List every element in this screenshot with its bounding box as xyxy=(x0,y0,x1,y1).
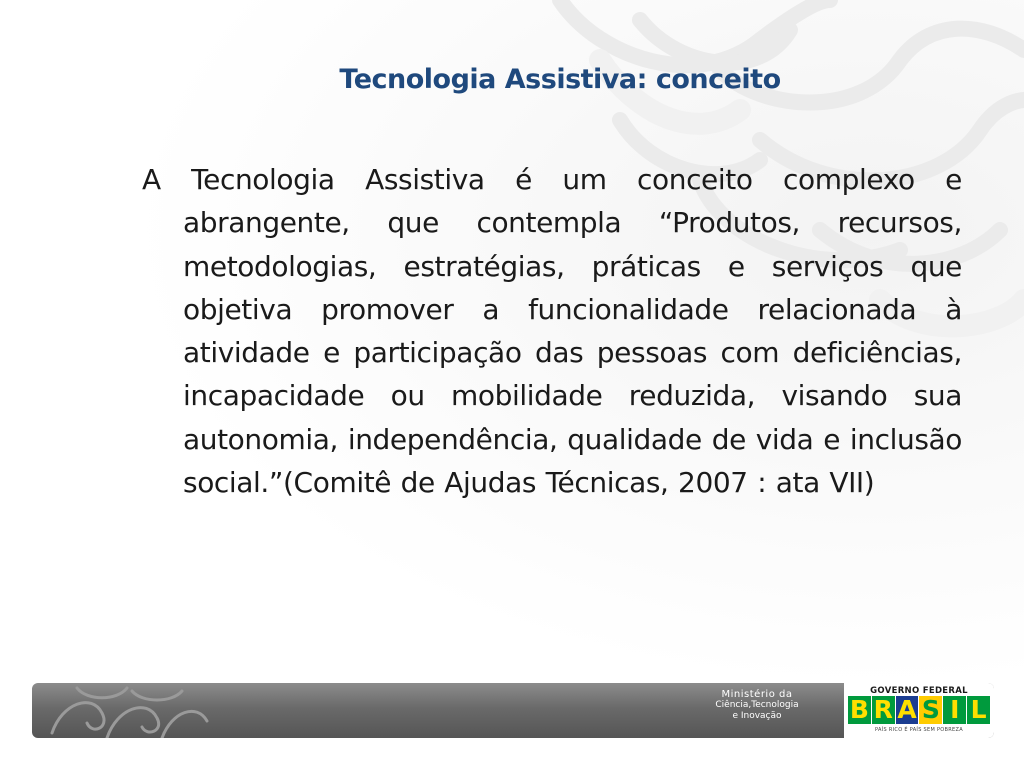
body-paragraph: A Tecnologia Assistiva é um conceito complexo e abrangente, que contempla “Produtos, recursos, metodologias, estratégias, práticas e serviços que objetiva promover a funcionalidade relacionada à atividade e participação das pessoas com deficiências, incapacidade ou mobilidade reduzida, visando sua autonomia, independência, qualidade de vida e inclusão social.”(Comitê de Ajudas Técnicas, 2007 : ata VII) xyxy=(142,163,962,500)
ministry-logo-text xyxy=(672,689,842,722)
brasil-letter-b: B xyxy=(849,695,869,724)
footer-swirl-decoration xyxy=(32,683,232,738)
brasil-letter-a: A xyxy=(897,695,917,724)
brasil-letter-i: I xyxy=(943,696,966,724)
ministry-line-1: Ministério da xyxy=(721,689,793,700)
brasil-wordmark xyxy=(848,696,990,724)
brasil-letter-l: L xyxy=(967,696,990,724)
government-logo xyxy=(844,683,994,738)
ministry-line-2: Ciência,Tecnologia xyxy=(715,700,799,710)
government-label: GOVERNO FEDERAL xyxy=(870,686,968,696)
footer-bar xyxy=(32,683,994,738)
brasil-letter-s: S xyxy=(919,696,942,724)
government-motto: PAÍS RICO É PAÍS SEM POBREZA xyxy=(875,727,963,733)
slide-title: Tecnologia Assistiva: conceito xyxy=(339,64,781,95)
brasil-letter-r: R xyxy=(873,695,893,724)
ministry-line-3: e Inovação xyxy=(732,711,782,721)
